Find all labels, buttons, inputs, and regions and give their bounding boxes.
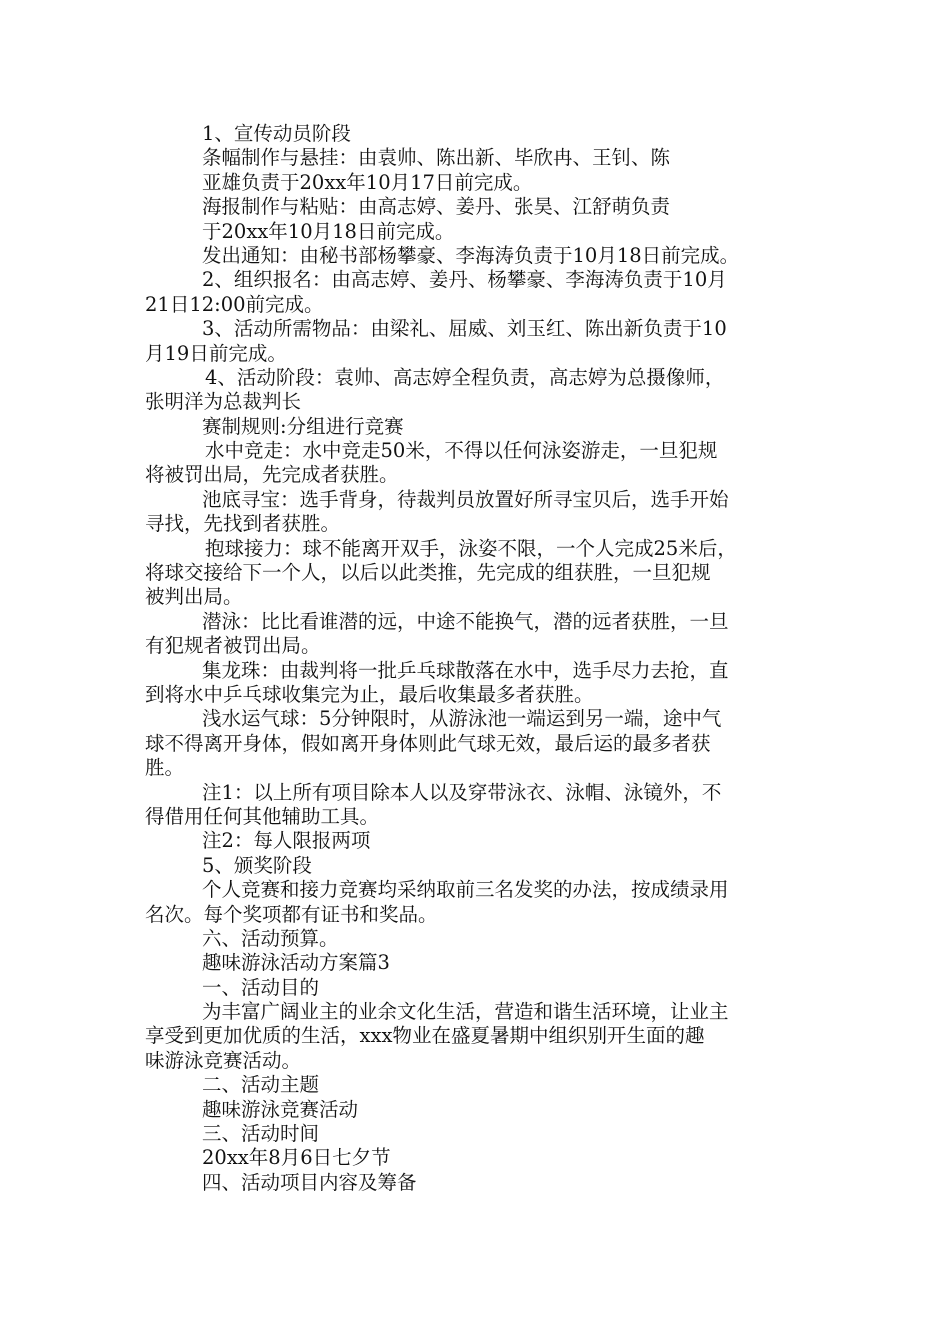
text-line: 到将水中乒乓球收集完为止，最后收集最多者获胜。: [145, 682, 594, 706]
text-line: 享受到更加优质的生活，xxx物业在盛夏暑期中组织别开生面的趣: [145, 1024, 705, 1048]
text-line: 二、活动主题: [202, 1073, 320, 1097]
text-line: 4、活动阶段：袁帅、高志婷全程负责，高志婷为总摄像师，: [205, 365, 725, 389]
text-line: 浅水运气球：5分钟限时，从游泳池一端运到另一端，途中气: [202, 707, 722, 731]
document-body: [145, 122, 810, 1195]
text-line: 水中竞走：水中竞走50米，不得以任何泳姿游走，一旦犯规: [205, 439, 718, 463]
text-line: 20xx年8月6日七夕节: [202, 1146, 391, 1170]
text-line: 21日12:00前完成。: [145, 292, 324, 316]
text-line: 集龙珠：由裁判将一批乒乓球散落在水中，选手尽力去抢，直: [202, 658, 729, 682]
text-line: 名次。每个奖项都有证书和奖品。: [145, 902, 438, 926]
text-line: 发出通知：由秘书部杨攀豪、李海涛负责于10月18日前完成。: [202, 243, 740, 267]
text-line: 个人竞赛和接力竞赛均采纳取前三名发奖的办法，按成绩录用: [202, 878, 729, 902]
text-line: 条幅制作与悬挂：由袁帅、陈出新、毕欣冉、王钊、陈: [202, 146, 671, 170]
text-line: 5、颁奖阶段: [202, 853, 312, 877]
text-line: 张明洋为总裁判长: [145, 390, 302, 414]
text-line: 为丰富广阔业主的业余文化生活，营造和谐生活环境，让业主: [202, 1000, 729, 1024]
text-line: 注1：以上所有项目除本人以及穿带泳衣、泳帽、泳镜外，不: [202, 780, 722, 804]
text-line: 于20xx年10月18日前完成。: [202, 219, 455, 243]
text-line: 有犯规者被罚出局。: [145, 634, 321, 658]
text-line: 亚雄负责于20xx年10月17日前完成。: [202, 170, 533, 194]
text-line: 池底寻宝：选手背身，待裁判员放置好所寻宝贝后，选手开始: [202, 487, 729, 511]
text-line: 胜。: [145, 756, 185, 780]
text-line: 1、宣传动员阶段: [202, 122, 351, 145]
text-line: 一、活动目的: [202, 975, 320, 999]
text-line: 三、活动时间: [202, 1122, 320, 1146]
text-line: 赛制规则:分组进行竞赛: [202, 414, 404, 438]
text-line: 趣味游泳竞赛活动: [202, 1097, 359, 1121]
text-line: 球不得离开身体，假如离开身体则此气球无效，最后运的最多者获: [145, 731, 711, 755]
text-line: 月19日前完成。: [145, 341, 287, 365]
text-line: 2、组织报名：由高志婷、姜丹、杨攀豪、李海涛负责于10月: [202, 268, 727, 292]
text-line: 抱球接力：球不能离开双手，泳姿不限，一个人完成25米后，: [205, 536, 737, 560]
text-line: 被判出局。: [145, 585, 243, 609]
text-line: 3、活动所需物品：由梁礼、屈威、刘玉红、陈出新负责于10: [202, 317, 727, 341]
text-line: 趣味游泳活动方案篇3: [202, 951, 390, 975]
text-line: 潜泳：比比看谁潜的远，中途不能换气，潜的远者获胜，一旦: [202, 609, 729, 633]
text-line: 四、活动项目内容及筹备: [202, 1170, 417, 1194]
text-line: 得借用任何其他辅助工具。: [145, 804, 380, 828]
text-line: 将球交接给下一个人，以后以此类推，先完成的组获胜，一旦犯规: [145, 561, 711, 585]
text-line: 注2：每人限报两项: [202, 829, 371, 853]
text-line: 将被罚出局，先完成者获胜。: [145, 463, 399, 487]
text-line: 海报制作与粘贴：由高志婷、姜丹、张昊、江舒萌负责: [202, 195, 671, 219]
text-line: 味游泳竞赛活动。: [145, 1048, 302, 1072]
text-line: 寻找，先找到者获胜。: [145, 512, 341, 536]
text-line: 六、活动预算。: [202, 926, 339, 950]
